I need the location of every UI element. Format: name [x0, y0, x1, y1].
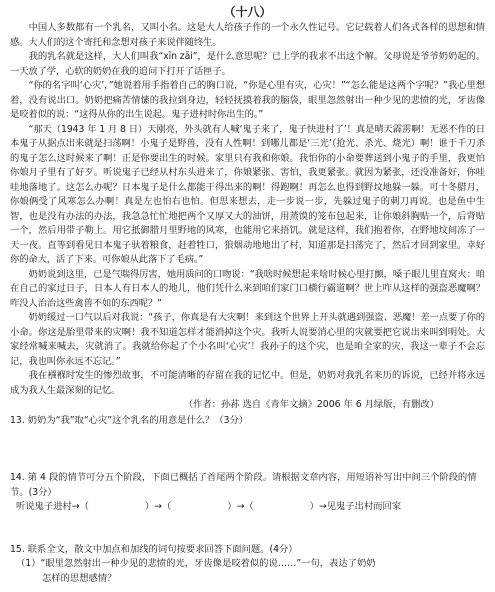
- question-15-1-line1: （1）“眼里忽然射出一种少见的悲愤的光，牙齿像是咬着似的说……”一句，表达了奶奶: [16, 558, 376, 569]
- question-15: 15. 联系全文，散文中加点和加线的词句按要求回答下面问题。(4分）: [10, 543, 298, 555]
- paragraph-6: 奶奶缓过一口气以后对我说：“孩子，你真是有大灾啊！来到这个世界上开头就遇到强盗、恶魔！差一点要了你的小命。你这是胎里带来的灾啊！我不知道怎样才能消掉这个灾。我听人说要消心里的灾就要把它说出来叫到明处。大家经常喊来喊去，灾就消了。我就给你起了个小名叫‘心灾’！我孙子的这个灾，也是咱全家的灾，我这一辈子不会忘记，我也叫你永远不忘记。”: [10, 312, 485, 367]
- question-14-fill-line: [10, 500, 485, 515]
- paragraph-1: 中国人多数都有一个乳名，又叫小名。这是大人给孩子作的一个永久性记号。它记载着人们各式各样的思想和情感。大人们的这个寄托和念想对孩子来说伴随终生。: [10, 22, 485, 48]
- question-15-1-line2: 怎样的思想感情？: [42, 572, 117, 584]
- section-title: （十八）: [223, 5, 272, 19]
- question-14: 14. 第 4 段的情节可分五个阶段，下面已概括了首尾两个阶段。请根据文章内容，用短语补写出中间三个阶段的情节。(3分）: [10, 472, 477, 498]
- fill-start: 听说鬼子进村→（: [16, 501, 89, 512]
- paragraph-3: “你的名字叫‘心灾’，”她说着用手指着自己的胸口说，“你是心里有灾，心灾！”“怎么能是这两个字呢？”我心里想着，没有说出口。奶奶把痛苦情愫的我拉到身边，轻轻抚摸着我的脑袋，眼里忽然射出一种少见的悲愤的光，牙齿像是咬着似的说：“这得从你的出生说起。鬼子进村时你出生的。”: [10, 80, 485, 120]
- paragraph-7: 我在襁褓时发生的惨烈故事，不可能清晰的存留在我的记忆中。但是，奶奶对我乳名来历的诉说，已经并将永远成为我人生最深刻的记忆。: [10, 370, 485, 396]
- fill-end: ）→见鬼子出村而回家: [309, 501, 402, 512]
- answer-space-14: [10, 515, 485, 543]
- paragraph-4: “那天（1943 年 1 月 8 日）天刚亮，外头就有人喊‘鬼子来了，鬼子快进村了’！真是晴天霹雳啊！无恶不作的日本鬼子从据点出来就是扫荡啊！小鬼子是野兽，没有人性啊！到哪儿都是‘三光’（抢光、杀光、烧光）啊！谁于千刀杀的鬼子怎么这时候来了啊！正是你要出生的时候。家里只有我和你娘。我怕你的小命要葬送到小鬼子的手里，我更怕你娘月子里有了好歹。听说鬼子已经从村东头进来了，你娘紧张、害怕，我更紧张。就因为紧张，还没准备好，你哇哇地落地了。这怎么办呢？日本鬼子是什么都能干得出来的啊！得跑啊！再怎么也得到野坟地躲一躲。可十冬腊月，你娘俩受了风寒怎么办啊！真是左也怕右也怕。但思来想去，走一步说一步，先躲过鬼子的刺刀再说。也是鱼中生智，也是没有办法的办法，我急急忙忙地把两个又厚又大的油饼，用蒸馍的笼布包起来，让你娘斜胸贴一个，后背贴一个，然后用带子勒上。用它抵御腊月里野地的风寒，也能用它来捂饥。就是这样，我们抱着你，在野地坟间冻了一天一夜。直等到看见日本鬼子驮着粮食，赶着牲口，狼烟动地地出了村，知道那是扫荡完了，然后才回到家里。幸好你的命大，活了下来。可你娘从此落下了毛病。”: [10, 123, 485, 265]
- fill-mid1: ）→（: [144, 501, 172, 512]
- source-citation: （作者：孙荪 选自《青年文摘》2006 年 6 月绿版，有删改）: [183, 399, 439, 410]
- answer-space-13[interactable]: [10, 428, 485, 471]
- fill-mid2: ）→（: [227, 501, 254, 512]
- paragraph-5: 奶奶说到这里，已是气喘得厉害，她用质问的口吻说：“我啥时候想起来啥时候心里打颤，嗓子眼儿里直窝火：咱在自己的家过日子，日本人有日本人的地儿，他们凭什么来到咱们家门口横行霸道啊？世上咋从这样的强盗恶魔啊？咋没人治治这些禽兽不如的东西呢？”: [10, 268, 485, 309]
- question-13: 13. 奶奶为“我”取“心灾”这个乳名的用意是什么？（3分）: [10, 414, 249, 426]
- paragraph-2: 我的乳名就是这样，大人们叫我“xīn zāi”，是什么意思呢？已上学的我求不出这个解。父母说是爷爷奶奶起的。一天放了学，心软的奶奶在我的追问下打开了话匣子。: [10, 51, 485, 77]
